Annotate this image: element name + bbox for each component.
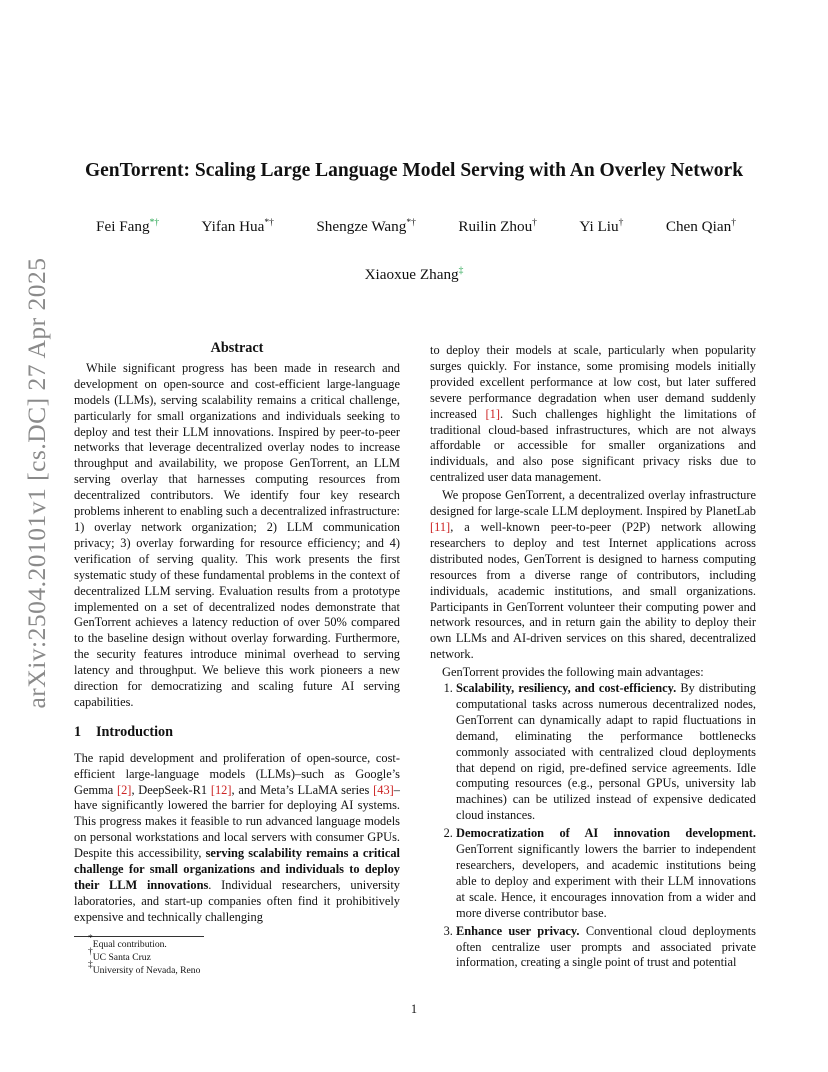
right-column — [430, 343, 756, 973]
footnote-divider — [74, 936, 204, 937]
abstract-text: While significant progress has been made in research and development on open-source and cost-efficient large-language models (LLMs), serving scalability remains a critical challenge, particularly for small organizations and individuals seeking to deploy and test their LLM innovations. Inspired by peer-to-peer networks that leverage decentralized overlay nodes to increase throughput and availability, we propose GenTorrent, an LLM serving overlay that harnesses computing resources from decentralized contributors. We identify four key research problems inherent to enabling such a decentralized infrastructure: 1) overlay network organization; 2) LLM communication privacy; 3) overlay forwarding for resource efficiency; and 4) verification of serving quality. This work presents the first systematic study of these fundamental problems in the context of decentralized LLM serving. Evaluation results from a prototype implemented on a set of decentralized nodes demonstrate that GenTorrent achieves a latency reduction of over 50% compared to the baseline design without overlay forwarding. Furthermore, the security features introduce minimal overhead to serving latency and throughput. We believe this work pioneers a new direction for democratizing and scaling future AI serving capabilities. — [74, 360, 400, 709]
citation-link[interactable]: [11] — [430, 519, 451, 534]
arxiv-identifier-text: arXiv:2504.20101v1 [cs.DC] 27 Apr 2025 — [22, 257, 51, 709]
advantages-list — [430, 681, 756, 971]
footnote: ‡University of Nevada, Reno — [88, 960, 201, 976]
page-number: 1 — [410, 1002, 418, 1016]
author-list — [96, 218, 736, 236]
author-name: Chen Qian — [665, 218, 732, 235]
author — [458, 218, 537, 236]
author-mark: *† — [264, 218, 274, 228]
author-mark: ‡ — [458, 266, 464, 276]
intro-paragraph: The rapid development and proliferation of open-source, cost-efficient large-language models (LLMs)–such as Google’s Gemma [2], DeepSeek-R1 [12], and Meta’s LLaMA series [43]–have significantly lowered the barrier for deploying AI systems. This progress makes it feasible to run advanced language models on personal workstations and local servers with consumer GPUs. Despite this accessibility, serving scalability remains a critical challenge for small organizations and individuals to deploy their LLM innovations. Individual researchers, university laboratories, and start-up companies often find it prohibitively expensive and technically challenging — [74, 750, 400, 924]
author-mark: † — [618, 218, 624, 228]
arxiv-side-identifier — [22, 257, 52, 709]
author — [316, 218, 416, 236]
author — [202, 218, 274, 236]
author-name: Yi Liu — [579, 218, 619, 235]
author-mark: † — [532, 218, 537, 228]
body-paragraph: to deploy their models at scale, particularly when popularity surges quickly. For instance, some promising models initially provided excellent performance at low cost, but later suffered severe performance degradation when user demand suddenly increased [1]. Such challenges highlight the limitations of traditional cloud-based infrastructures, which are not always affordable or accessible for smaller organizations and individuals, and also pose significant privacy risks due to centralized user data management. — [430, 343, 756, 485]
section-heading-introduction — [74, 725, 400, 741]
citation-link[interactable]: [12] — [210, 782, 232, 797]
author-name: Ruilin Zhou — [458, 218, 533, 235]
author — [579, 218, 623, 236]
emphasized-text: serving scalability remains a critical challenge for small organizations and individuals to deploy their LLM innovations — [74, 846, 400, 892]
section-title: Introduction — [96, 723, 173, 740]
author — [666, 218, 736, 236]
author-list-second-row — [0, 266, 828, 284]
citation-link[interactable]: [1] — [485, 406, 500, 421]
author-name: Fei Fang — [96, 218, 150, 235]
list-item: 2. Democratization of AI innovation development. GenTorrent significantly lowers the barrier to independent researchers, developers, and academic institutions being able to deploy and experiment with their LLM innovations at scale. Hence, it encourages innovation from a wider and more diverse contributor base. — [456, 826, 756, 921]
body-paragraph: We propose GenTorrent, a decentralized overlay infrastructure designed for large-scale LLM deployment. Inspired by PlanetLab [11], a well-known peer-to-peer (P2P) network allowing researchers to deploy and test Internet applications across distributed nodes, GenTorrent is designed to harness computing resources from a diverse range of contributors, including individuals, academic institutions, and small organizations. Participants in GenTorrent volunteer their computing power and network resources, and in return gain the ability to deploy their own LLMs and AI-driven services on this shared, decentralized network. — [430, 488, 756, 662]
left-column — [74, 341, 400, 926]
author-name: Yifan Hua — [201, 218, 265, 235]
paper-title: GenTorrent: Scaling Large Language Model Serving with An Overley Network — [84, 160, 744, 181]
footnote: †UC Santa Cruz — [88, 947, 151, 963]
author-mark: *† — [149, 218, 160, 228]
author-mark: *† — [406, 218, 416, 228]
author-name: Xiaoxue Zhang — [364, 266, 459, 283]
list-item: 3. Enhance user privacy. Conventional cloud deployments often centralize user prompts and associated private information, creating a single point of trust and potential — [456, 924, 756, 972]
section-number: 1 — [74, 723, 82, 740]
author — [96, 218, 159, 236]
citation-link[interactable]: [43] — [373, 782, 394, 797]
footnotes — [88, 934, 201, 977]
author-name: Shengze Wang — [316, 218, 407, 235]
body-paragraph: GenTorrent provides the following main advantages: — [442, 665, 704, 680]
abstract-heading: Abstract — [210, 340, 264, 356]
footnote: *Equal contribution. — [88, 934, 167, 950]
citation-link[interactable]: [2] — [116, 782, 132, 797]
author-mark: † — [731, 218, 736, 228]
list-item: 1. Scalability, resiliency, and cost-efficiency. By distributing computational tasks across numerous decentralized nodes, GenTorrent can dynamically adapt to rapid fluctuations in demand, eliminating the performance bottlenecks commonly associated with centralized cloud deployments that depend on rigid, pre-defined service agreements. Idle computing resources (e.g., personal GPUs, university lab machines) can be utilized instead of expensive dedicated cloud instances. — [456, 681, 756, 824]
